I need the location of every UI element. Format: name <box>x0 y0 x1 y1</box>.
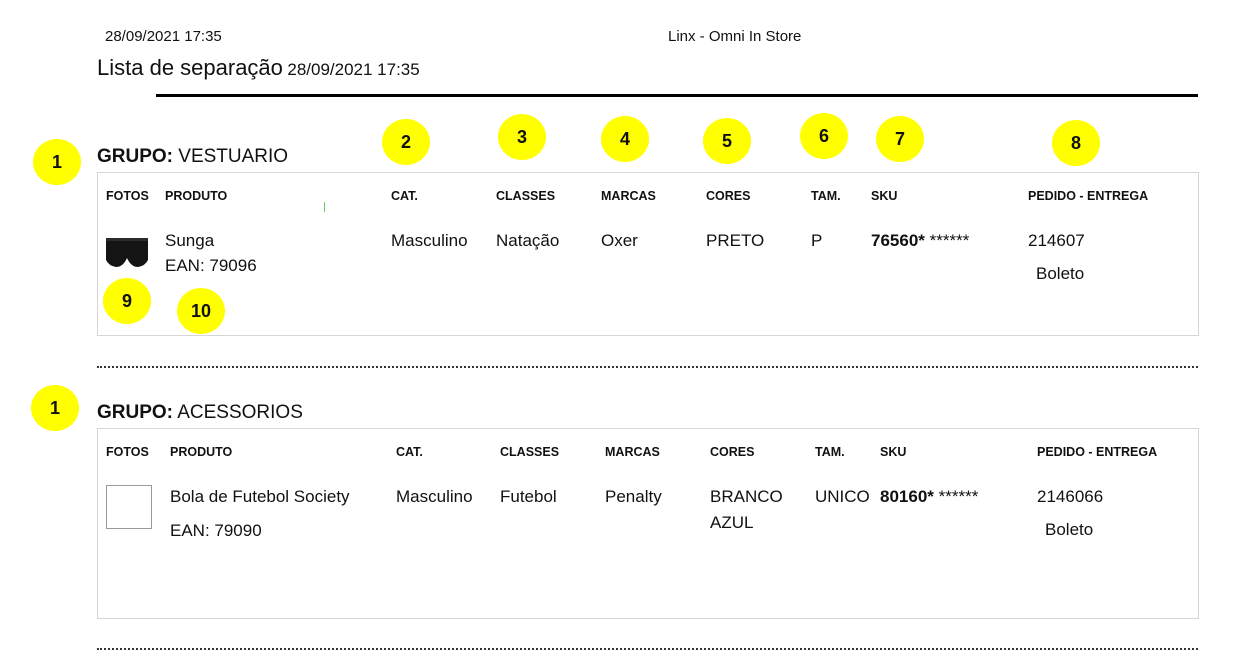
product-cor-secondary: AZUL <box>710 513 754 532</box>
product-sku <box>871 228 969 254</box>
product-tam: UNICO <box>815 487 870 506</box>
product-cor: PRETO <box>706 231 765 250</box>
col-header-classes: CLASSES <box>496 189 556 203</box>
sku-code: 76560* <box>871 231 925 250</box>
delivery-type: Boleto <box>1045 520 1094 539</box>
print-datetime: 28/09/2021 17:35 <box>105 28 222 45</box>
col-header-fotos: FOTOS <box>106 445 149 459</box>
col-header-classes: CLASSES <box>500 445 560 459</box>
product-cat: Masculino <box>391 231 468 250</box>
annotation-badge: 5 <box>703 118 751 164</box>
group-separator <box>97 366 1198 368</box>
product-ean: EAN: 79090 <box>170 521 262 540</box>
app-title: Linx - Omni In Store <box>668 28 802 45</box>
col-header-marcas: MARCAS <box>601 189 656 203</box>
list-title: Lista de separação <box>97 55 283 80</box>
product-name: Bola de Futebol Society <box>170 487 350 506</box>
annotation-badge: 1 <box>31 385 79 431</box>
sku-mask: ****** <box>924 231 970 250</box>
header-rule <box>156 94 1198 97</box>
empty-photo-icon <box>106 485 152 529</box>
group-title-acessorios <box>97 402 303 424</box>
col-header-tam: TAM. <box>815 445 845 459</box>
page-title <box>97 55 420 81</box>
group-separator <box>97 648 1198 650</box>
order-number: 2146066 <box>1037 487 1104 506</box>
col-header-sku: SKU <box>871 189 898 203</box>
annotation-badge: 6 <box>800 113 848 159</box>
annotation-badge: 8 <box>1052 120 1100 166</box>
group-name: VESTUARIO <box>178 146 289 167</box>
annotation-badge: 10 <box>177 288 225 334</box>
annotation-badge: 7 <box>876 116 924 162</box>
list-date: 28/09/2021 17:35 <box>287 60 420 79</box>
product-cat: Masculino <box>396 487 473 506</box>
product-tam: P <box>811 231 823 250</box>
product-cor: BRANCO <box>710 487 783 506</box>
col-header-cat: CAT. <box>391 189 418 203</box>
col-header-fotos: FOTOS <box>106 189 149 203</box>
group-title-vestuario <box>97 146 288 168</box>
group-label: GRUPO: <box>97 402 173 423</box>
delivery-type: Boleto <box>1036 264 1085 283</box>
col-header-tam: TAM. <box>811 189 841 203</box>
product-sku <box>880 484 978 510</box>
product-marca: Penalty <box>605 487 662 506</box>
sku-code: 80160* <box>880 487 934 506</box>
group-name: ACESSORIOS <box>177 402 303 423</box>
product-classe: Futebol <box>500 487 557 506</box>
col-header-cat: CAT. <box>396 445 423 459</box>
product-classe: Natação <box>496 231 560 250</box>
col-header-cores: CORES <box>706 189 751 203</box>
product-name: Sunga <box>165 231 215 250</box>
col-header-produto: PRODUTO <box>165 189 228 203</box>
order-number: 214607 <box>1028 231 1085 250</box>
col-header-produto: PRODUTO <box>170 445 233 459</box>
annotation-badge: 9 <box>103 278 151 324</box>
col-header-pedido: PEDIDO - ENTREGA <box>1037 445 1158 459</box>
marker-tick <box>324 202 325 212</box>
annotation-badge: 2 <box>382 119 430 165</box>
col-header-marcas: MARCAS <box>605 445 660 459</box>
annotation-badge: 3 <box>498 114 546 160</box>
product-marca: Oxer <box>601 231 638 250</box>
annotation-badge: 1 <box>33 139 81 185</box>
annotation-badge: 4 <box>601 116 649 162</box>
sku-mask: ****** <box>933 487 979 506</box>
col-header-sku: SKU <box>880 445 907 459</box>
swimwear-icon <box>105 236 149 273</box>
group-label: GRUPO: <box>97 146 173 167</box>
col-header-pedido: PEDIDO - ENTREGA <box>1028 189 1149 203</box>
product-ean: EAN: 79096 <box>165 256 257 275</box>
col-header-cores: CORES <box>710 445 755 459</box>
